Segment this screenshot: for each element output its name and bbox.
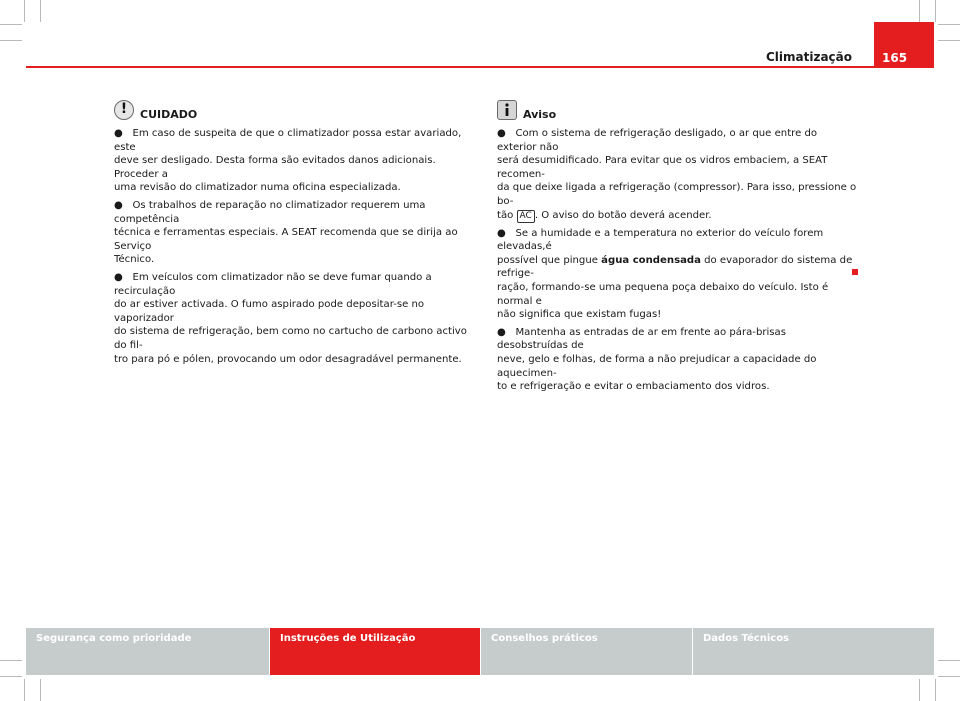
bullet-icon: ● [497,128,506,139]
text-line: do evaporador do sistema de refrige- [497,254,853,280]
crop-mark [0,676,22,677]
text-line: Se a humidade e a temperatura no exterior do veículo forem elevadas,é [497,227,824,253]
crop-mark [938,24,960,25]
crop-mark [935,679,936,701]
page-number-text: 165 [882,51,908,65]
cuidado-item [114,127,474,195]
bullet-icon: ● [497,227,506,239]
crop-mark [0,660,22,661]
text-line: da que deixe ligada a refrigeração (compressor). Para isso, pressione o bo- [497,182,857,207]
text-line: deve ser desligado. Desta forma são evitados danos adicionais. Proceder a [114,155,436,180]
footer-tab-dados[interactable] [693,628,934,675]
text-line: será desumidificado. Para evitar que os vidros embaciem, a SEAT recomen- [497,155,828,180]
cuidado-header [114,98,474,122]
text-line: do sistema de refrigeração, bem como no cartucho de carbono activo do fil- [114,326,467,351]
text-line: uma revisão do climatizador numa oficina especializada. [114,182,401,194]
text-line: Em caso de suspeita de que o climatizador possa estar avariado, este [114,128,462,153]
bullet-icon: ● [114,199,123,211]
crop-mark [938,40,960,41]
cuidado-section [114,98,474,128]
text-line: ração, formando-se uma pequena poça debaixo do veículo. Isto é normal e [497,281,829,307]
text-line: to e refrigeração e evitar o embaciamento dos vidros. [497,381,770,393]
text-line: . O aviso do botão deverá acender. [534,209,712,221]
text-line: neve, gelo e folhas, de forma a não prejudicar a capacidade do aquecimen- [497,353,817,379]
crop-mark [919,0,920,22]
crop-mark [0,40,22,41]
header-rule [26,66,934,68]
cuidado-title: CUIDADO [140,108,198,122]
footer-navigation [26,628,934,675]
text-line: Mantenha as entradas de ar em frente ao pára-brisas desobstruídas de [497,326,787,352]
warning-exclamation-icon: ! [114,100,134,120]
footer-tab-conselhos[interactable] [481,628,693,675]
crop-mark [24,0,25,22]
chapter-title: Climatização [765,50,852,64]
text-line: não significa que existam fugas! [497,309,662,321]
section-end-marker [852,269,858,275]
aviso-title: Aviso [523,108,557,122]
text-line: Os trabalhos de reparação no climatizador requerem uma competência [114,199,426,225]
crop-mark [938,676,960,677]
aviso-section [497,98,857,128]
crop-mark [24,679,25,701]
crop-mark [40,679,41,701]
text-line: do ar estiver activada. O fumo aspirado pode depositar-se no vaporizador [114,299,425,324]
cuidado-body [114,127,474,370]
cuidado-item [114,271,474,366]
aviso-item [497,227,857,322]
aviso-item [497,127,857,223]
text-line: possível que pingue [497,254,602,266]
bullet-icon: ● [114,128,123,139]
text-line: Técnico. [114,254,155,266]
crop-mark [0,24,22,25]
crop-mark [938,660,960,661]
footer-tab-label: Conselhos práticos [491,633,598,644]
page-number [874,22,934,68]
bullet-icon: ● [114,271,123,283]
text-line: tão [497,209,517,221]
aviso-header [497,98,857,122]
text-line: Em veículos com climatizador não se deve fumar quando a recirculação [114,271,432,297]
aviso-body [497,127,857,398]
footer-tab-instrucoes[interactable] [270,628,481,675]
aviso-item [497,326,857,394]
bullet-icon: ● [497,326,506,338]
info-glyph-icon [501,103,513,117]
footer-tab-label: Segurança como prioridade [36,633,192,644]
footer-tab-label: Dados Técnicos [703,633,790,644]
crop-mark [40,0,41,22]
crop-mark [919,679,920,701]
footer-tab-label: Instruções de Utilização [280,633,416,644]
text-line: tro para pó e pólen, provocando um odor desagradável permanente. [114,353,462,365]
info-note-icon [497,100,517,120]
crop-mark [935,0,936,22]
cuidado-item [114,199,474,267]
ac-key-label: AC [517,210,535,223]
footer-tab-seguranca[interactable] [26,628,270,675]
emphasis-text: água condensada [601,254,701,266]
text-line: técnica e ferramentas especiais. A SEAT recomenda que se dirija ao Serviço [114,227,458,252]
text-line: Com o sistema de refrigeração desligado, o ar que entre do exterior não [497,128,818,153]
